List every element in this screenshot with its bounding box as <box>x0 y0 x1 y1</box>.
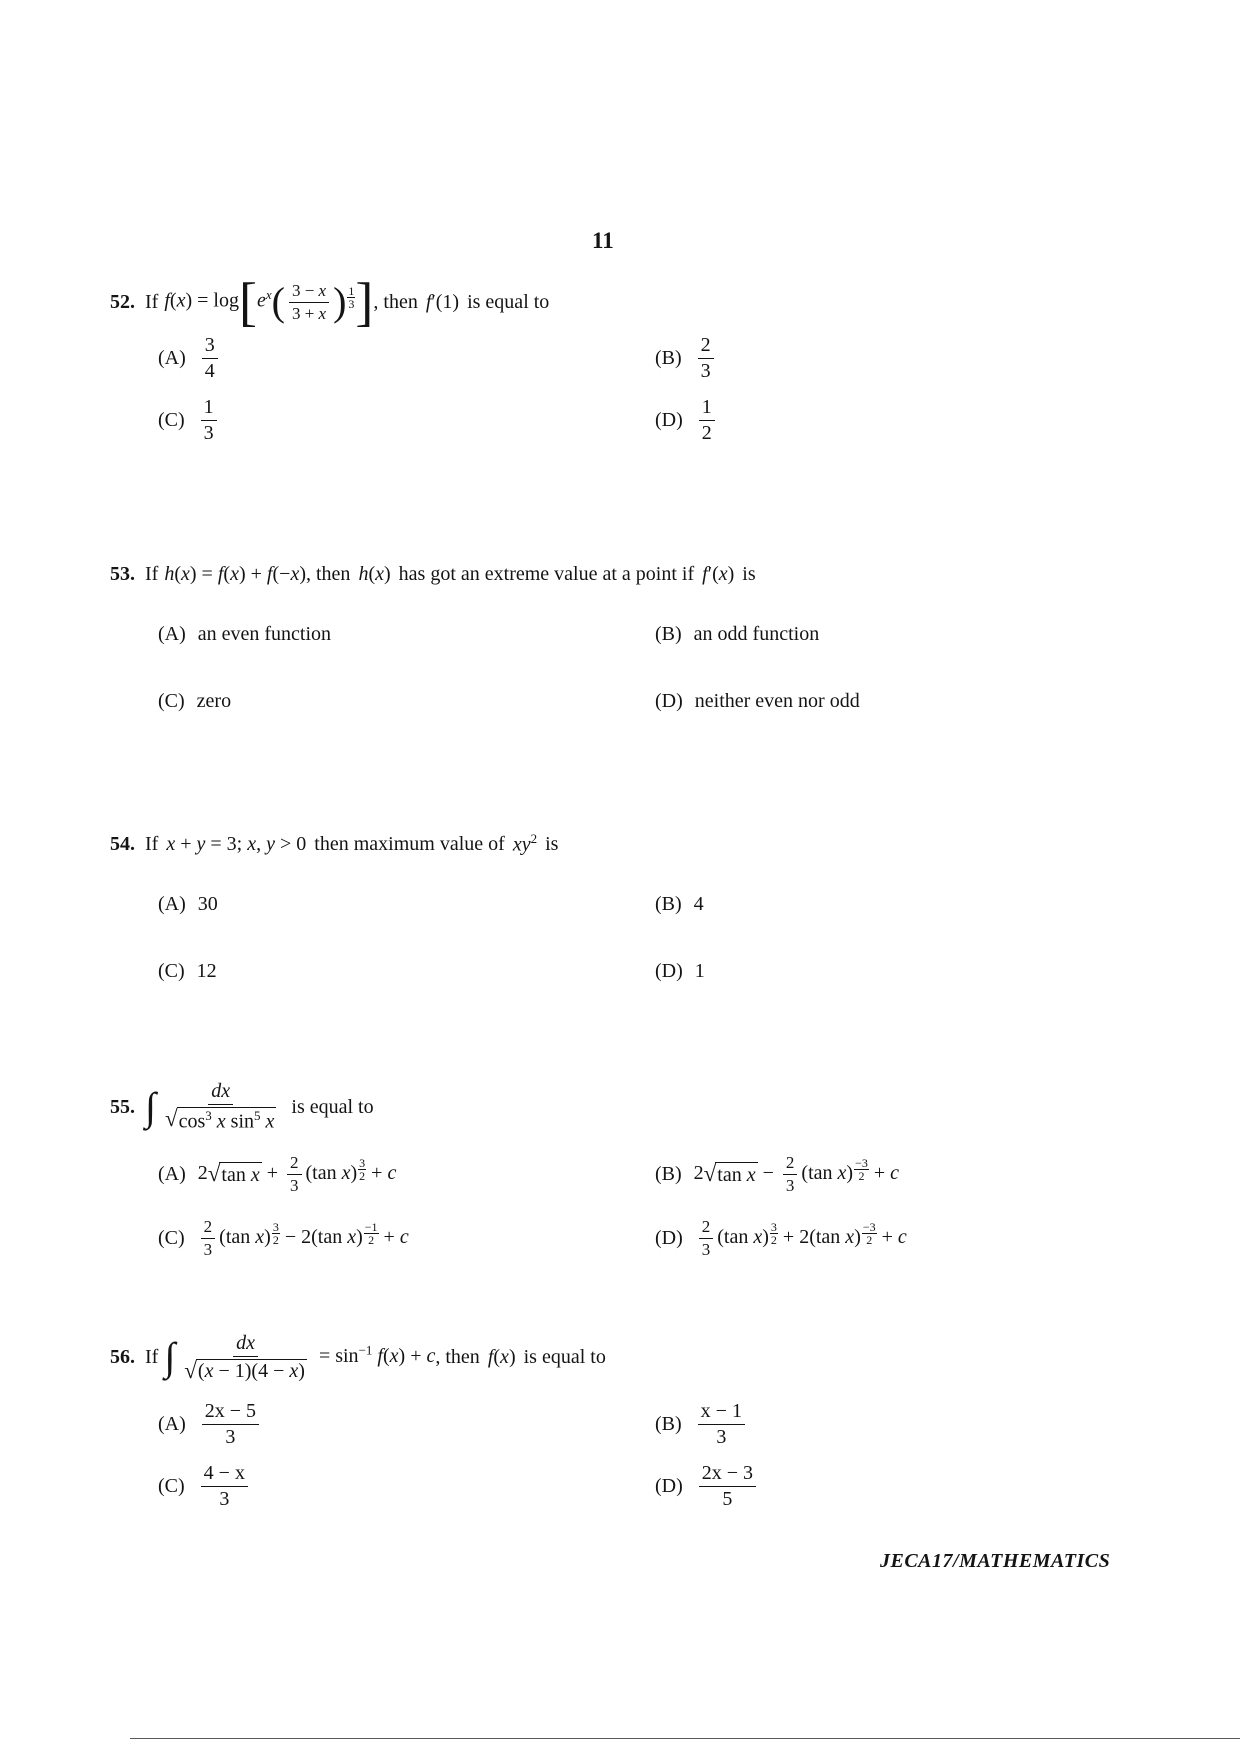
question-52-stem <box>110 272 1170 332</box>
option-label: (B) <box>655 1162 682 1185</box>
option-b[interactable] <box>655 332 718 384</box>
option-d[interactable] <box>655 1460 760 1512</box>
option-label: (C) <box>158 408 185 431</box>
option-formula: 2 √ tan x + $\frac{2}{3}$ (tan x) $\frac{3}{2}$ + c <box>197 1152 397 1195</box>
option-label: (D) <box>655 408 683 431</box>
paper-code: JECA17/MATHEMATICS <box>880 1550 1111 1572</box>
option-label: (D) <box>655 689 683 712</box>
question-54-options <box>110 866 1170 1006</box>
option-c[interactable] <box>158 675 231 727</box>
option-a[interactable] <box>158 1398 263 1450</box>
stem-text: then maximum value of <box>314 832 505 855</box>
option-a[interactable] <box>158 1148 396 1200</box>
option-label: (A) <box>158 892 186 915</box>
option-label: (C) <box>158 959 185 982</box>
stem-text: has got an extreme value at a point if <box>398 562 695 585</box>
formula-integral: ∫ dx √ (x − 1)(4 − x) = $\sin^{-1} f(x) + c$ <box>164 1331 436 1383</box>
option-text: 1 <box>694 959 705 982</box>
option-a[interactable] <box>158 332 222 384</box>
option-label: (B) <box>655 622 682 645</box>
stem-text: If <box>145 1345 159 1368</box>
stem-text: is equal to <box>467 290 550 313</box>
option-c[interactable] <box>158 1212 409 1264</box>
formula-h-definition: h(x) = f(x) + f(−x) <box>164 562 306 585</box>
option-label: (D) <box>655 959 683 982</box>
option-fraction: $\frac{1}{2}$ <box>699 397 715 444</box>
option-label: (A) <box>158 1162 186 1185</box>
option-formula: $\frac{2}{3}$ (tan x) $\frac{3}{2}$ − 2(tan x) $\frac{-1}{2}$ + c <box>197 1218 409 1259</box>
option-text: zero <box>196 689 232 712</box>
option-label: (B) <box>655 892 682 915</box>
stem-text: is <box>545 832 559 855</box>
option-a[interactable] <box>158 878 218 930</box>
option-text: 30 <box>197 892 218 915</box>
formula-f-prime-1: f′(1) <box>425 290 460 313</box>
question-56-stem <box>110 1318 1170 1396</box>
option-label: (C) <box>158 689 185 712</box>
option-label: (C) <box>158 1474 185 1497</box>
option-text: neither even nor odd <box>694 689 860 712</box>
formula-f: f(x) <box>487 1345 516 1368</box>
option-d[interactable] <box>655 945 705 997</box>
question-number: 52. <box>110 290 135 313</box>
question-52 <box>110 272 1170 452</box>
question-53-stem <box>110 552 1170 596</box>
option-fraction: $\frac{1}{3}$ <box>201 397 217 444</box>
option-b[interactable] <box>655 1398 749 1450</box>
option-text: an even function <box>197 622 332 645</box>
question-number: 53. <box>110 562 135 585</box>
question-52-options <box>110 332 1170 452</box>
question-number: 55. <box>110 1095 135 1118</box>
option-fraction: $\frac{2}{3}$ <box>698 335 714 382</box>
formula-xy2: $xy^2$ <box>512 831 538 856</box>
option-label: (A) <box>158 622 186 645</box>
option-text: an odd function <box>693 622 820 645</box>
option-label: (A) <box>158 1412 186 1435</box>
option-label: (C) <box>158 1226 185 1249</box>
question-56-options <box>110 1396 1170 1526</box>
option-text: 12 <box>196 959 217 982</box>
option-d[interactable] <box>655 394 719 446</box>
question-55-options <box>110 1146 1170 1276</box>
formula-h: h(x) <box>358 562 391 585</box>
stem-text: If <box>145 562 159 585</box>
option-b[interactable] <box>655 608 819 660</box>
formula-integral: ∫ dx √ $\cos^3 x$ $\sin^5 x$ <box>145 1080 275 1133</box>
option-formula: 2 √ tan x − $\frac{2}{3}$ (tan x) $\frac{-3}{2}$ + c <box>693 1152 900 1195</box>
stem-text: , then <box>306 562 351 585</box>
option-label: (D) <box>655 1226 683 1249</box>
question-53-options <box>110 596 1170 736</box>
option-a[interactable] <box>158 608 331 660</box>
option-c[interactable] <box>158 1460 252 1512</box>
question-56 <box>110 1318 1170 1526</box>
option-text: 4 <box>693 892 704 915</box>
option-label: (D) <box>655 1474 683 1497</box>
question-55 <box>110 1068 1170 1276</box>
option-d[interactable] <box>655 675 860 727</box>
option-fraction: $\frac{x - 1}{3}$ <box>698 1401 745 1448</box>
stem-text: , then <box>373 290 418 313</box>
option-c[interactable] <box>158 394 221 446</box>
option-label: (B) <box>655 346 682 369</box>
option-fraction: $\frac{4 - x}{3}$ <box>201 1463 248 1510</box>
question-number: 54. <box>110 832 135 855</box>
stem-text: If <box>145 832 159 855</box>
option-label: (A) <box>158 346 186 369</box>
stem-text: , then <box>435 1345 480 1368</box>
option-d[interactable] <box>655 1212 907 1264</box>
question-54 <box>110 822 1170 1006</box>
page-number: 11 <box>592 228 614 253</box>
stem-text: If <box>145 290 159 313</box>
question-54-stem <box>110 822 1170 866</box>
formula-constraint: x + y = 3; x, y > 0 <box>166 832 307 855</box>
option-b[interactable] <box>655 878 704 930</box>
stem-text: is <box>742 562 756 585</box>
option-c[interactable] <box>158 945 217 997</box>
option-fraction: $\frac{3}{4}$ <box>202 335 218 382</box>
option-fraction: $\frac{2x - 3}{5}$ <box>699 1463 756 1510</box>
option-b[interactable] <box>655 1148 899 1200</box>
option-formula: $\frac{2}{3}$ (tan x) $\frac{3}{2}$ + 2(tan x) $\frac{-3}{2}$ + c <box>695 1218 907 1259</box>
formula-f-definition: $f(x) = \log[e^x$( $\frac{3 - x}{3 + x}$ ) $\frac{1}{3}$ ] <box>164 272 374 332</box>
question-53 <box>110 552 1170 736</box>
bottom-rule <box>130 1738 1240 1739</box>
option-fraction: $\frac{2x - 5}{3}$ <box>202 1401 259 1448</box>
option-label: (B) <box>655 1412 682 1435</box>
question-number: 56. <box>110 1345 135 1368</box>
stem-text: is equal to <box>523 1345 606 1368</box>
question-55-stem <box>110 1068 1170 1146</box>
stem-text: is equal to <box>291 1095 374 1118</box>
formula-f-prime: f′(x) <box>702 562 735 585</box>
